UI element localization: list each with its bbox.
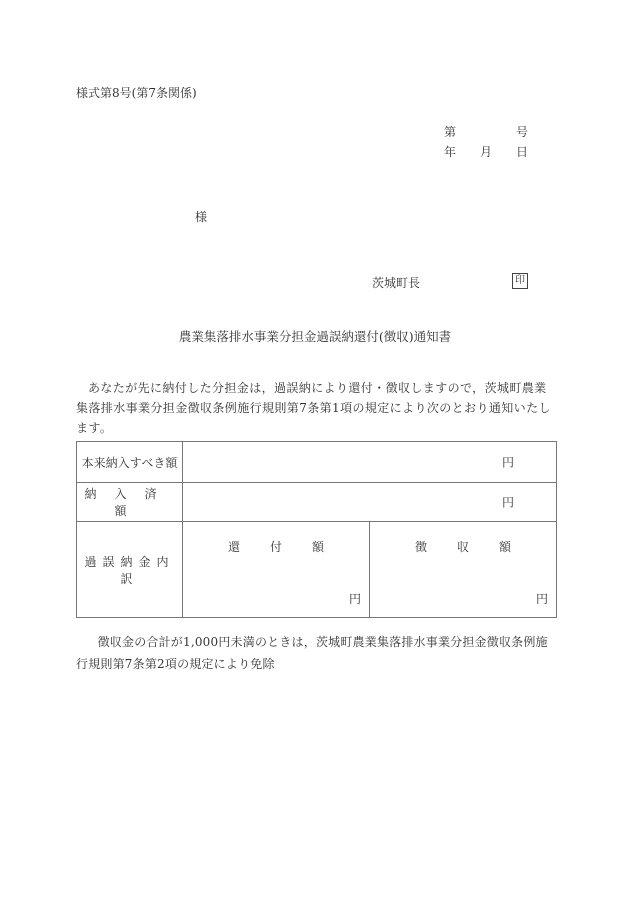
document-number [444, 123, 534, 137]
row-label-original-amount: 本来納入すべき額 [77, 442, 183, 483]
seal-stamp-icon: 印 [512, 273, 528, 289]
table-row [77, 483, 557, 522]
refund-amount-header: 還付額 [227, 540, 354, 554]
date-day: 日 [516, 145, 529, 159]
body-text: あなたが先に納付した分担金は，過誤納により還付・徴収しますので，茨城町農業集落排水事業分担金徴収条例施行規則第7条第1項の規定により次のとおり通知いたします。 [76, 381, 551, 435]
paid-amount-field [183, 483, 557, 522]
original-amount-field [183, 442, 557, 483]
form-number: 様式第8号(第7条関係) [76, 86, 197, 100]
row-label-paid-amount: 納入済額 [77, 483, 183, 522]
row-label-breakdown: 過誤納金内訳 [77, 522, 183, 618]
yen-unit: 円 [501, 455, 514, 470]
document-date [444, 143, 534, 157]
date-month: 月 [480, 145, 493, 159]
yen-unit: 円 [348, 592, 361, 606]
refund-amount-cell [183, 522, 370, 618]
date-year: 年 [444, 145, 457, 159]
doc-number-prefix: 第 [444, 125, 457, 139]
yen-unit: 円 [535, 592, 548, 606]
table-row [77, 442, 557, 483]
document-title: 農業集落排水事業分担金過誤納還付(徴収)通知書 [178, 329, 452, 344]
collection-amount-cell [370, 522, 557, 618]
addressee-honorific: 様 [195, 210, 208, 224]
amount-table [76, 441, 557, 618]
table-row [77, 522, 557, 618]
doc-number-suffix: 号 [516, 125, 529, 139]
sender-name: 茨城町長 [372, 276, 421, 290]
collection-amount-header: 徴収額 [414, 540, 541, 554]
yen-unit: 円 [501, 495, 514, 510]
exemption-note: 徴収金の合計が1,000円未満のときは，茨城町農業集落排水事業分担金徴収条例施行規則第7条第2項の規定により免除 [76, 635, 548, 671]
